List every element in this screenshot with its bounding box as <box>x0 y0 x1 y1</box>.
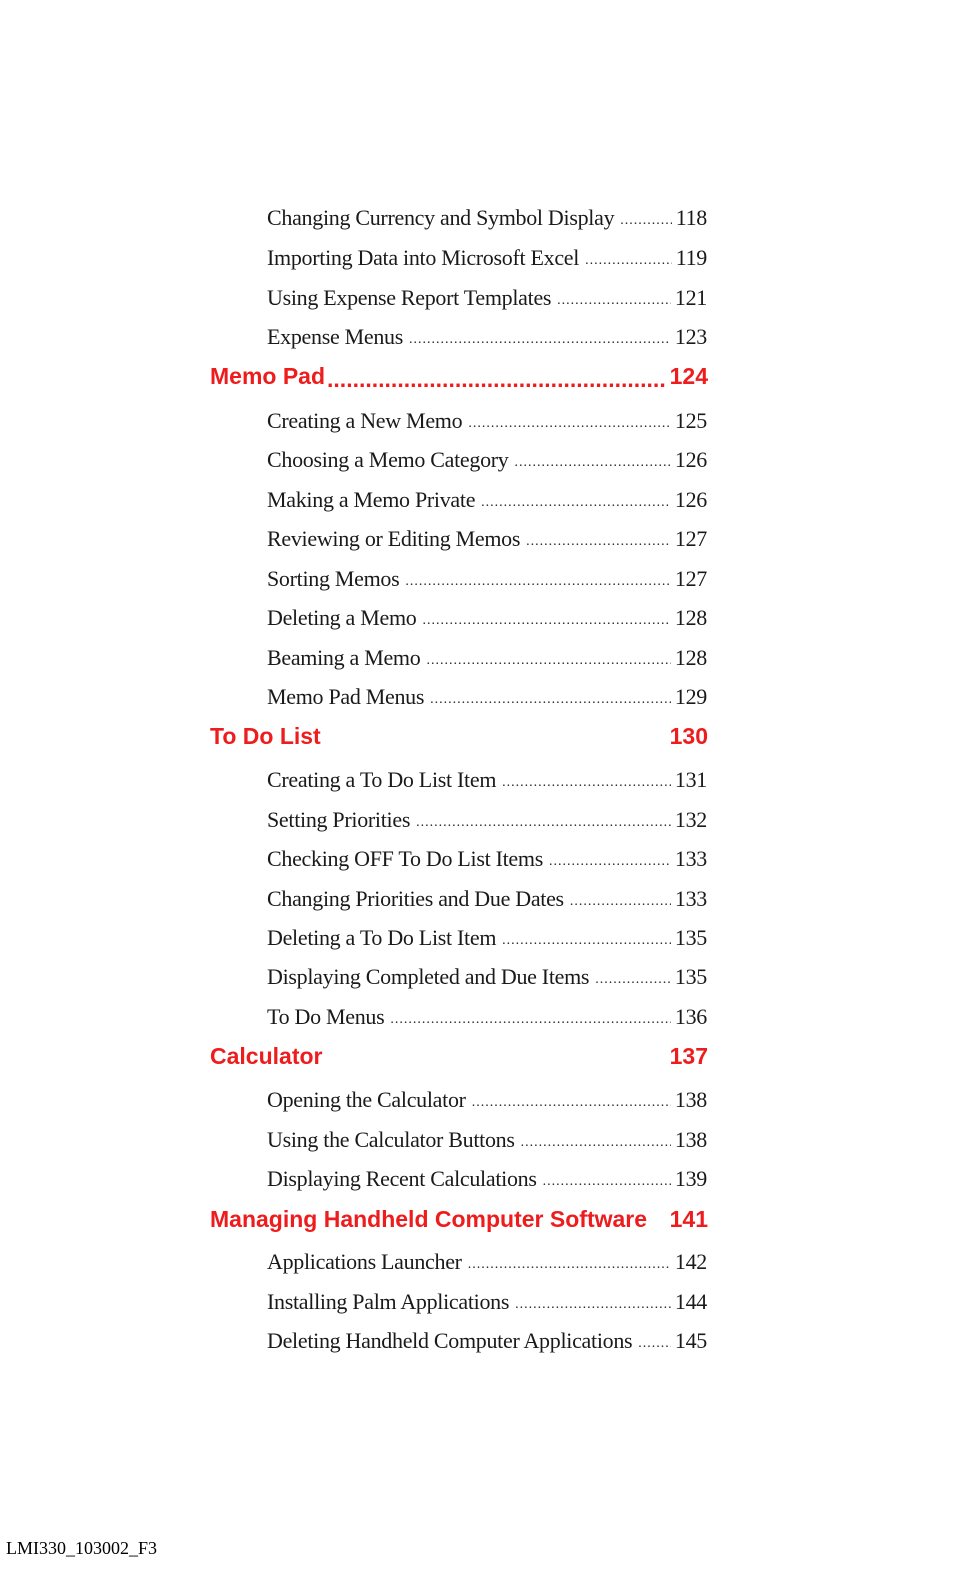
entry-title: Checking OFF To Do List Items <box>267 846 543 871</box>
toc-entry <box>267 1002 707 1032</box>
entry-title: Applications Launcher <box>267 1249 462 1274</box>
toc-entry <box>267 884 707 914</box>
section-title: Managing Handheld Computer Software <box>210 1206 648 1232</box>
toc-entry <box>267 445 707 475</box>
dot-leader <box>502 929 671 953</box>
dot-leader <box>595 968 671 992</box>
toc-entry <box>267 603 707 633</box>
toc-entry <box>267 322 707 352</box>
entry-title: Expense Menus <box>267 324 404 349</box>
dot-leader <box>468 1253 671 1277</box>
page-number: 137 <box>669 1043 708 1069</box>
page-number: 133 <box>674 846 707 871</box>
page-number: 128 <box>674 645 707 670</box>
entry-title: To Do Menus <box>267 1004 385 1029</box>
toc-entry <box>267 643 707 673</box>
toc-entry <box>267 283 707 313</box>
page-number: 126 <box>674 447 707 472</box>
toc-entry <box>267 203 707 233</box>
dot-leader <box>472 1091 671 1115</box>
toc-entry <box>267 765 707 795</box>
page-number: 138 <box>674 1127 707 1152</box>
entry-title: Choosing a Memo Category <box>267 447 509 472</box>
page-number: 127 <box>674 526 707 551</box>
dot-leader <box>327 366 666 392</box>
entry-title: Creating a To Do List Item <box>267 767 497 792</box>
page-number: 145 <box>674 1328 707 1353</box>
toc-entry <box>267 1287 707 1317</box>
page-number: 121 <box>674 285 707 310</box>
dot-leader <box>426 649 670 673</box>
toc-entry <box>267 923 707 953</box>
dot-leader <box>620 209 671 233</box>
entry-title: Deleting Handheld Computer Applications <box>267 1328 633 1353</box>
entry-title: Displaying Completed and Due Items <box>267 964 590 989</box>
toc-entry <box>267 1085 707 1115</box>
dot-leader <box>430 688 671 712</box>
entry-title: Using the Calculator Buttons <box>267 1127 515 1152</box>
page-number: 126 <box>674 487 707 512</box>
dot-leader <box>521 1131 671 1155</box>
page-number: 129 <box>674 684 707 709</box>
entry-title: Changing Priorities and Due Dates <box>267 886 564 911</box>
dot-leader <box>557 289 671 313</box>
toc-section-heading <box>210 720 708 752</box>
page-number: 138 <box>674 1087 707 1112</box>
section-title: Memo Pad <box>210 363 326 389</box>
toc-entry <box>267 406 707 436</box>
entry-title: Making a Memo Private <box>267 487 476 512</box>
toc-entry <box>267 564 707 594</box>
toc-entry <box>267 1164 707 1194</box>
page-number: 124 <box>669 363 708 389</box>
dot-leader <box>409 328 671 352</box>
entry-title: Importing Data into Microsoft Excel <box>267 245 580 270</box>
page-number: 139 <box>674 1166 707 1191</box>
entry-title: Sorting Memos <box>267 566 400 591</box>
entry-title: Changing Currency and Symbol Display <box>267 205 615 230</box>
section-title: To Do List <box>210 723 321 749</box>
page-number: 135 <box>674 925 707 950</box>
toc-section-heading <box>210 1203 708 1235</box>
entry-title: Displaying Recent Calculations <box>267 1166 537 1191</box>
dot-leader <box>390 1008 671 1032</box>
entry-title: Opening the Calculator <box>267 1087 466 1112</box>
entry-title: Deleting a Memo <box>267 605 417 630</box>
footer-code: LMI330_103002_F3 <box>6 1538 158 1558</box>
toc-section-heading <box>210 1040 708 1072</box>
page-number: 118 <box>675 205 707 230</box>
page-number: 123 <box>674 324 707 349</box>
toc-entry <box>267 844 707 874</box>
dot-leader <box>585 249 672 273</box>
dot-leader <box>543 1170 671 1194</box>
dot-leader <box>416 811 671 835</box>
toc-entry <box>267 524 707 554</box>
page-number: 130 <box>669 723 708 749</box>
page-number: 141 <box>669 1206 708 1232</box>
toc-entry <box>267 962 707 992</box>
entry-title: Memo Pad Menus <box>267 684 425 709</box>
dot-leader <box>481 491 671 515</box>
page-number: 131 <box>674 767 707 792</box>
page-number: 119 <box>675 245 707 270</box>
page-number: 142 <box>674 1249 707 1274</box>
entry-title: Using Expense Report Templates <box>267 285 552 310</box>
page-number: 132 <box>674 807 707 832</box>
dot-leader <box>515 451 671 475</box>
entry-title: Beaming a Memo <box>267 645 421 670</box>
page-number: 128 <box>674 605 707 630</box>
entry-title: Reviewing or Editing Memos <box>267 526 521 551</box>
entry-title: Creating a New Memo <box>267 408 463 433</box>
page-number: 125 <box>674 408 707 433</box>
page-number: 144 <box>674 1289 707 1314</box>
toc-entry <box>267 1247 707 1277</box>
toc-section-heading <box>210 360 708 392</box>
dot-leader <box>526 530 671 554</box>
section-title: Calculator <box>210 1043 323 1069</box>
entry-title: Installing Palm Applications <box>267 1289 510 1314</box>
page-number: 133 <box>674 886 707 911</box>
toc-entry <box>267 1326 707 1356</box>
dot-leader <box>515 1293 671 1317</box>
toc-entry <box>267 1125 707 1155</box>
toc-entry <box>267 805 707 835</box>
dot-leader <box>638 1332 671 1356</box>
dot-leader <box>468 412 671 436</box>
entry-title: Deleting a To Do List Item <box>267 925 497 950</box>
dot-leader <box>422 609 670 633</box>
entry-title: Setting Priorities <box>267 807 411 832</box>
dot-leader <box>549 850 671 874</box>
dot-leader <box>405 570 671 594</box>
page-number: 136 <box>674 1004 707 1029</box>
page-number: 127 <box>674 566 707 591</box>
dot-leader <box>502 771 671 795</box>
dot-leader <box>570 890 671 914</box>
toc-entry <box>267 485 707 515</box>
toc-entry <box>267 682 707 712</box>
page-number: 135 <box>674 964 707 989</box>
toc-entry <box>267 243 707 273</box>
